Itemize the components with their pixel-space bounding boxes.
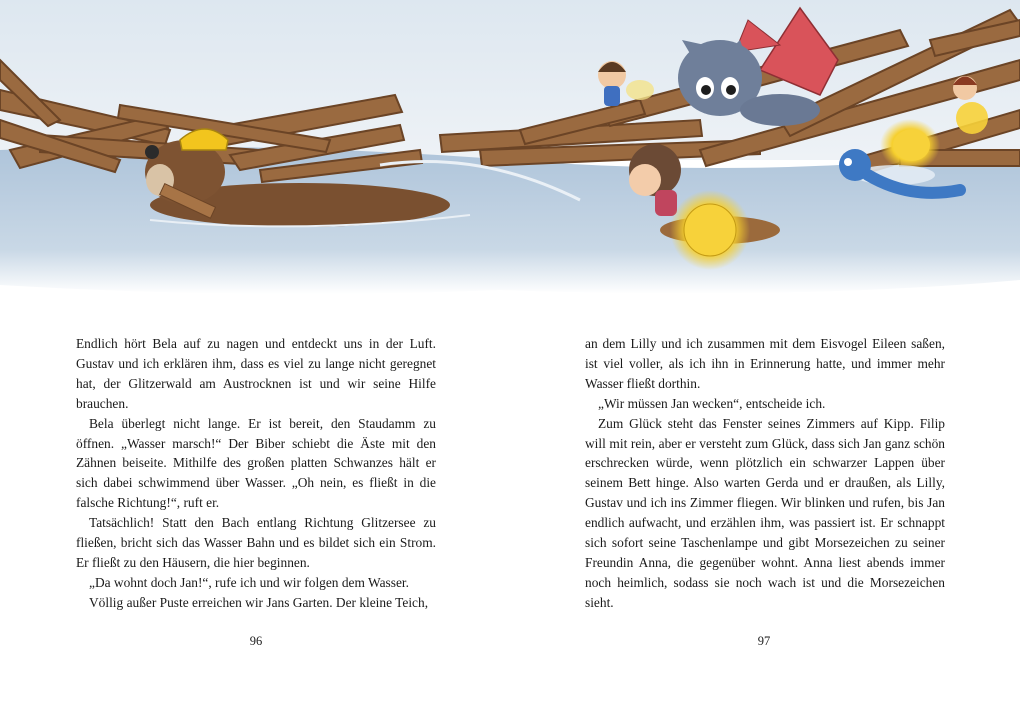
right-page-text — [585, 334, 945, 613]
left-paragraph-1: Endlich hört Bela auf zu nagen und entdeckt uns in der Luft. Gustav und ich erklären ihm, dass es viel zu lange nicht geregnet hat, der Glitzerwald am Austrocknen ist und wir seine Hilfe brauchen. — [76, 336, 436, 411]
left-paragraph-4: „Da wohnt doch Jan!“, rufe ich und wir folgen dem Wasser. — [89, 574, 409, 590]
left-page-text — [76, 334, 436, 613]
right-paragraph-1: an dem Lilly und ich zusammen mit dem Eisvogel Eileen saßen, ist viel voller, als ich ihn in Erinnerung hatte, und immer mehr Wasser fließt dorthin. — [585, 336, 945, 391]
right-paragraph-3: Zum Glück steht das Fenster seines Zimmers auf Kipp. Filip will mit rein, aber er versteht zum Glück, dass sich Jan ganz schön erschrecken würde, wenn plötzlich ein schwarzer Lappen über seinem Bett hinge. Also warten Gerda und er draußen, als Lilly, Gustav und ich ins Zimmer fliegen. Wir blinken und rufen, bis Jan endlich aufwacht, und erzählen ihm, was passiert ist. Er schnappt sich sofort seine Taschenlampe und gibt Morsezeichen zu seiner Freundin Anna, die gegenüber wohnt. Anna liest abends immer noch heimlich, sodass sie noch wach ist und die Morsezeichen sieht. — [585, 415, 945, 610]
page-number-right: 97 — [757, 634, 771, 648]
page-number-left: 96 — [249, 634, 263, 648]
left-paragraph-3: Tatsächlich! Statt den Bach entlang Richtung Glitzersee zu fließen, bricht sich das Wasser Bahn und es bildet sich ein Strom. Er fließt zu den Häusern, die hier beginnen. — [76, 515, 436, 570]
left-paragraph-2: Bela überlegt nicht lange. Er ist bereit, den Staudamm zu öffnen. „Wasser marsch!“ Der Biber schiebt die Äste mit den Zähnen beiseite. Mithilfe des großen platten Schwanzes hält er sich dabei schwimmend über Wasser. „Oh nein, es fließt in die falsche Richtung!“, ruft er. — [76, 415, 436, 511]
right-paragraph-2: „Wir müssen Jan wecken“, entscheide ich. — [598, 395, 826, 411]
left-paragraph-5: Völlig außer Puste erreichen wir Jans Garten. Der kleine Teich, — [89, 594, 429, 610]
book-illustration — [0, 0, 1020, 305]
